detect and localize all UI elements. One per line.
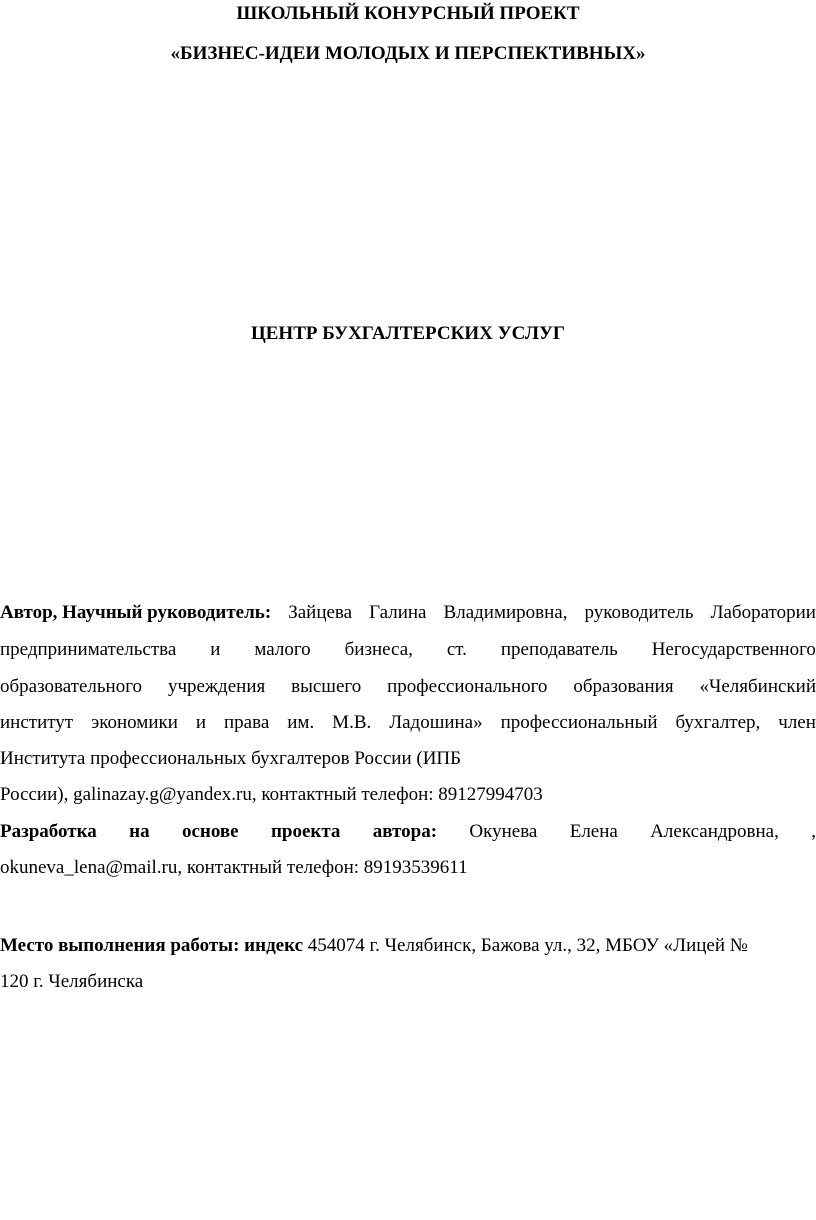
author-word: член (778, 712, 816, 733)
contest-name-heading: «БИЗНЕС-ИДЕИ МОЛОДЫХ И ПЕРСПЕКТИВНЫХ» (170, 43, 646, 64)
development-label-word: основе (181, 821, 239, 842)
author-word: малого (254, 639, 311, 660)
development-contacts-line: okuneva_lena@mail.ru, контактный телефон: 89193539611 (0, 857, 468, 878)
location-line-1 (0, 935, 816, 957)
author-word: Ладошина» (389, 712, 483, 733)
author-word: «Челябинский (699, 676, 816, 697)
author-word: ст. (446, 639, 467, 660)
author-word: предпринимательства (0, 639, 177, 660)
author-word: бухгалтер, (675, 712, 761, 733)
author-word: преподаватель (500, 639, 618, 660)
author-word: права (224, 712, 270, 733)
author-line-1 (0, 602, 816, 624)
author-word: Негосударственного (651, 639, 816, 660)
author-word: высшего (291, 676, 362, 697)
author-word: М.В. (332, 712, 372, 733)
author-word: им. (287, 712, 315, 733)
development-label-word: автора: (372, 821, 438, 842)
author-word: Владимировна, (443, 602, 568, 623)
author-word: бизнеса, (344, 639, 413, 660)
author-word: Зайцева (288, 602, 353, 623)
author-word: образования (573, 676, 674, 697)
author-label: Автор, Научный руководитель: (0, 602, 272, 623)
development-label-word: на (129, 821, 150, 842)
author-word: Лаборатории (710, 602, 816, 623)
author-word: экономики (91, 712, 178, 733)
author-line-4 (0, 712, 816, 734)
development-line-1 (0, 821, 816, 843)
location-label: Место выполнения работы: индекс (0, 935, 304, 956)
author-contacts-line: России), galinazay.g@yandex.ru, контактный телефон: 89127994703 (0, 784, 543, 805)
development-word: Александровна, (650, 821, 779, 842)
development-word: , (811, 821, 816, 842)
author-word: Галина (369, 602, 427, 623)
development-label-word: Разработка (0, 821, 97, 842)
school-contest-heading: ШКОЛЬНЫЙ КОНУРСНЫЙ ПРОЕКТ (236, 3, 580, 24)
location-address: 454074 г. Челябинск, Бажова ул., 32, МБОУ «Лицей № (307, 935, 748, 956)
development-label-word: проекта (270, 821, 341, 842)
author-line-3 (0, 676, 816, 698)
location-line-2: 120 г. Челябинска (0, 971, 144, 992)
author-word: учреждения (167, 676, 266, 697)
author-word: и (195, 712, 207, 733)
author-word: институт (0, 712, 74, 733)
author-word: руководитель (584, 602, 694, 623)
author-word: профессионального (387, 676, 548, 697)
project-title: ЦЕНТР БУХГАЛТЕРСКИХ УСЛУГ (250, 323, 566, 344)
author-word: и (210, 639, 221, 660)
development-word: Елена (569, 821, 618, 842)
development-word: Окунева (469, 821, 538, 842)
author-word: профессиональный (500, 712, 658, 733)
author-line-5: Института профессиональных бухгалтеров России (ИПБ (0, 748, 462, 769)
author-line-2 (0, 639, 816, 661)
author-word: образовательного (0, 676, 143, 697)
